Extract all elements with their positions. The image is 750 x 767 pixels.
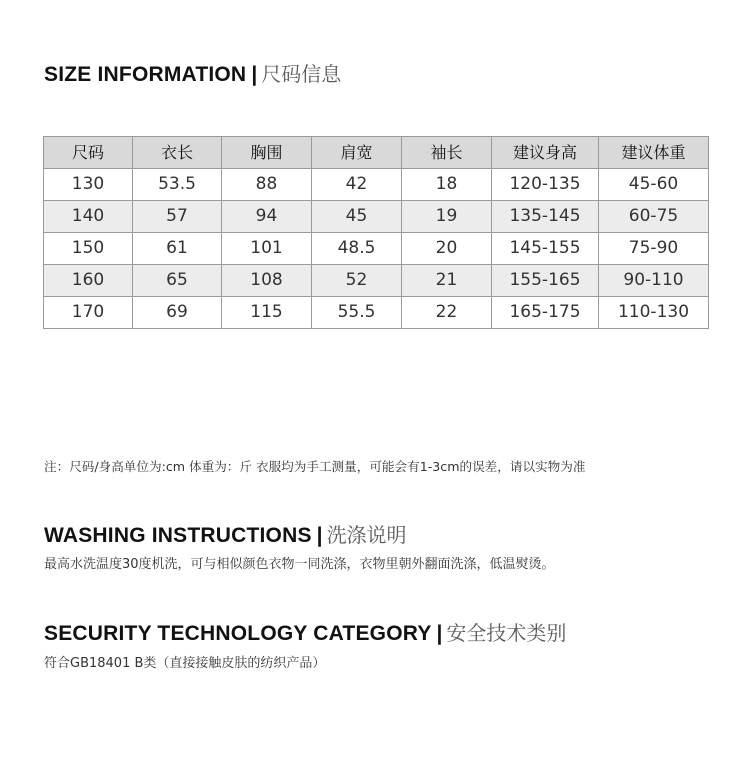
header-size: 尺码 xyxy=(44,137,133,169)
table-cell: 48.5 xyxy=(312,233,402,265)
table-cell: 110-130 xyxy=(599,297,709,329)
table-cell: 155-165 xyxy=(492,265,599,297)
security-title-cn: 安全技术类别 xyxy=(446,621,567,645)
table-cell: 135-145 xyxy=(492,201,599,233)
table-cell: 57 xyxy=(133,201,222,233)
table-cell: 88 xyxy=(222,169,312,201)
table-cell: 21 xyxy=(402,265,492,297)
washing-title-en: WASHING INSTRUCTIONS xyxy=(44,524,312,547)
security-category-title xyxy=(44,620,566,647)
table-cell: 55.5 xyxy=(312,297,402,329)
table-row xyxy=(44,169,709,201)
table-cell: 165-175 xyxy=(492,297,599,329)
table-cell: 145-155 xyxy=(492,233,599,265)
table-cell: 94 xyxy=(222,201,312,233)
table-cell: 20 xyxy=(402,233,492,265)
header-suggested-weight: 建议体重 xyxy=(599,137,709,169)
table-cell: 18 xyxy=(402,169,492,201)
table-cell: 160 xyxy=(44,265,133,297)
size-title-en: SIZE INFORMATION xyxy=(44,63,247,86)
table-row xyxy=(44,265,709,297)
table-cell: 115 xyxy=(222,297,312,329)
size-information-title xyxy=(44,61,341,88)
header-length: 衣长 xyxy=(133,137,222,169)
table-cell: 45 xyxy=(312,201,402,233)
table-cell: 140 xyxy=(44,201,133,233)
table-cell: 69 xyxy=(133,297,222,329)
table-cell: 61 xyxy=(133,233,222,265)
washing-instructions-text: 最高水洗温度30度机洗，可与相似颜色衣物一同洗涤，衣物里朝外翻面洗涤，低温熨烫。 xyxy=(44,557,555,572)
table-cell: 52 xyxy=(312,265,402,297)
table-row xyxy=(44,201,709,233)
table-cell: 45-60 xyxy=(599,169,709,201)
table-cell: 19 xyxy=(402,201,492,233)
table-row xyxy=(44,297,709,329)
washing-title-separator: | xyxy=(316,524,323,547)
table-cell: 42 xyxy=(312,169,402,201)
size-note: 注：尺码/身高单位为:cm 体重为：斤 衣服均为手工测量，可能会有1-3cm的误差，请以实物为准 xyxy=(44,459,586,474)
table-cell: 53.5 xyxy=(133,169,222,201)
table-row xyxy=(44,233,709,265)
table-cell: 60-75 xyxy=(599,201,709,233)
size-table-header-row xyxy=(44,137,709,169)
header-suggested-height: 建议身高 xyxy=(492,137,599,169)
security-title-separator: | xyxy=(436,622,443,645)
table-cell: 108 xyxy=(222,265,312,297)
washing-instructions-title xyxy=(44,522,407,549)
header-sleeve: 袖长 xyxy=(402,137,492,169)
table-cell: 170 xyxy=(44,297,133,329)
table-cell: 75-90 xyxy=(599,233,709,265)
table-cell: 150 xyxy=(44,233,133,265)
table-cell: 101 xyxy=(222,233,312,265)
table-cell: 22 xyxy=(402,297,492,329)
size-table xyxy=(43,136,709,329)
table-cell: 120-135 xyxy=(492,169,599,201)
size-title-cn: 尺码信息 xyxy=(261,62,342,86)
size-title-separator: | xyxy=(251,63,258,86)
table-cell: 130 xyxy=(44,169,133,201)
header-shoulder: 肩宽 xyxy=(312,137,402,169)
table-cell: 65 xyxy=(133,265,222,297)
header-chest: 胸围 xyxy=(222,137,312,169)
security-category-text: 符合GB18401 B类（直接接触皮肤的纺织产品） xyxy=(44,656,326,671)
table-cell: 90-110 xyxy=(599,265,709,297)
security-title-en: SECURITY TECHNOLOGY CATEGORY xyxy=(44,622,432,645)
washing-title-cn: 洗涤说明 xyxy=(326,523,407,547)
